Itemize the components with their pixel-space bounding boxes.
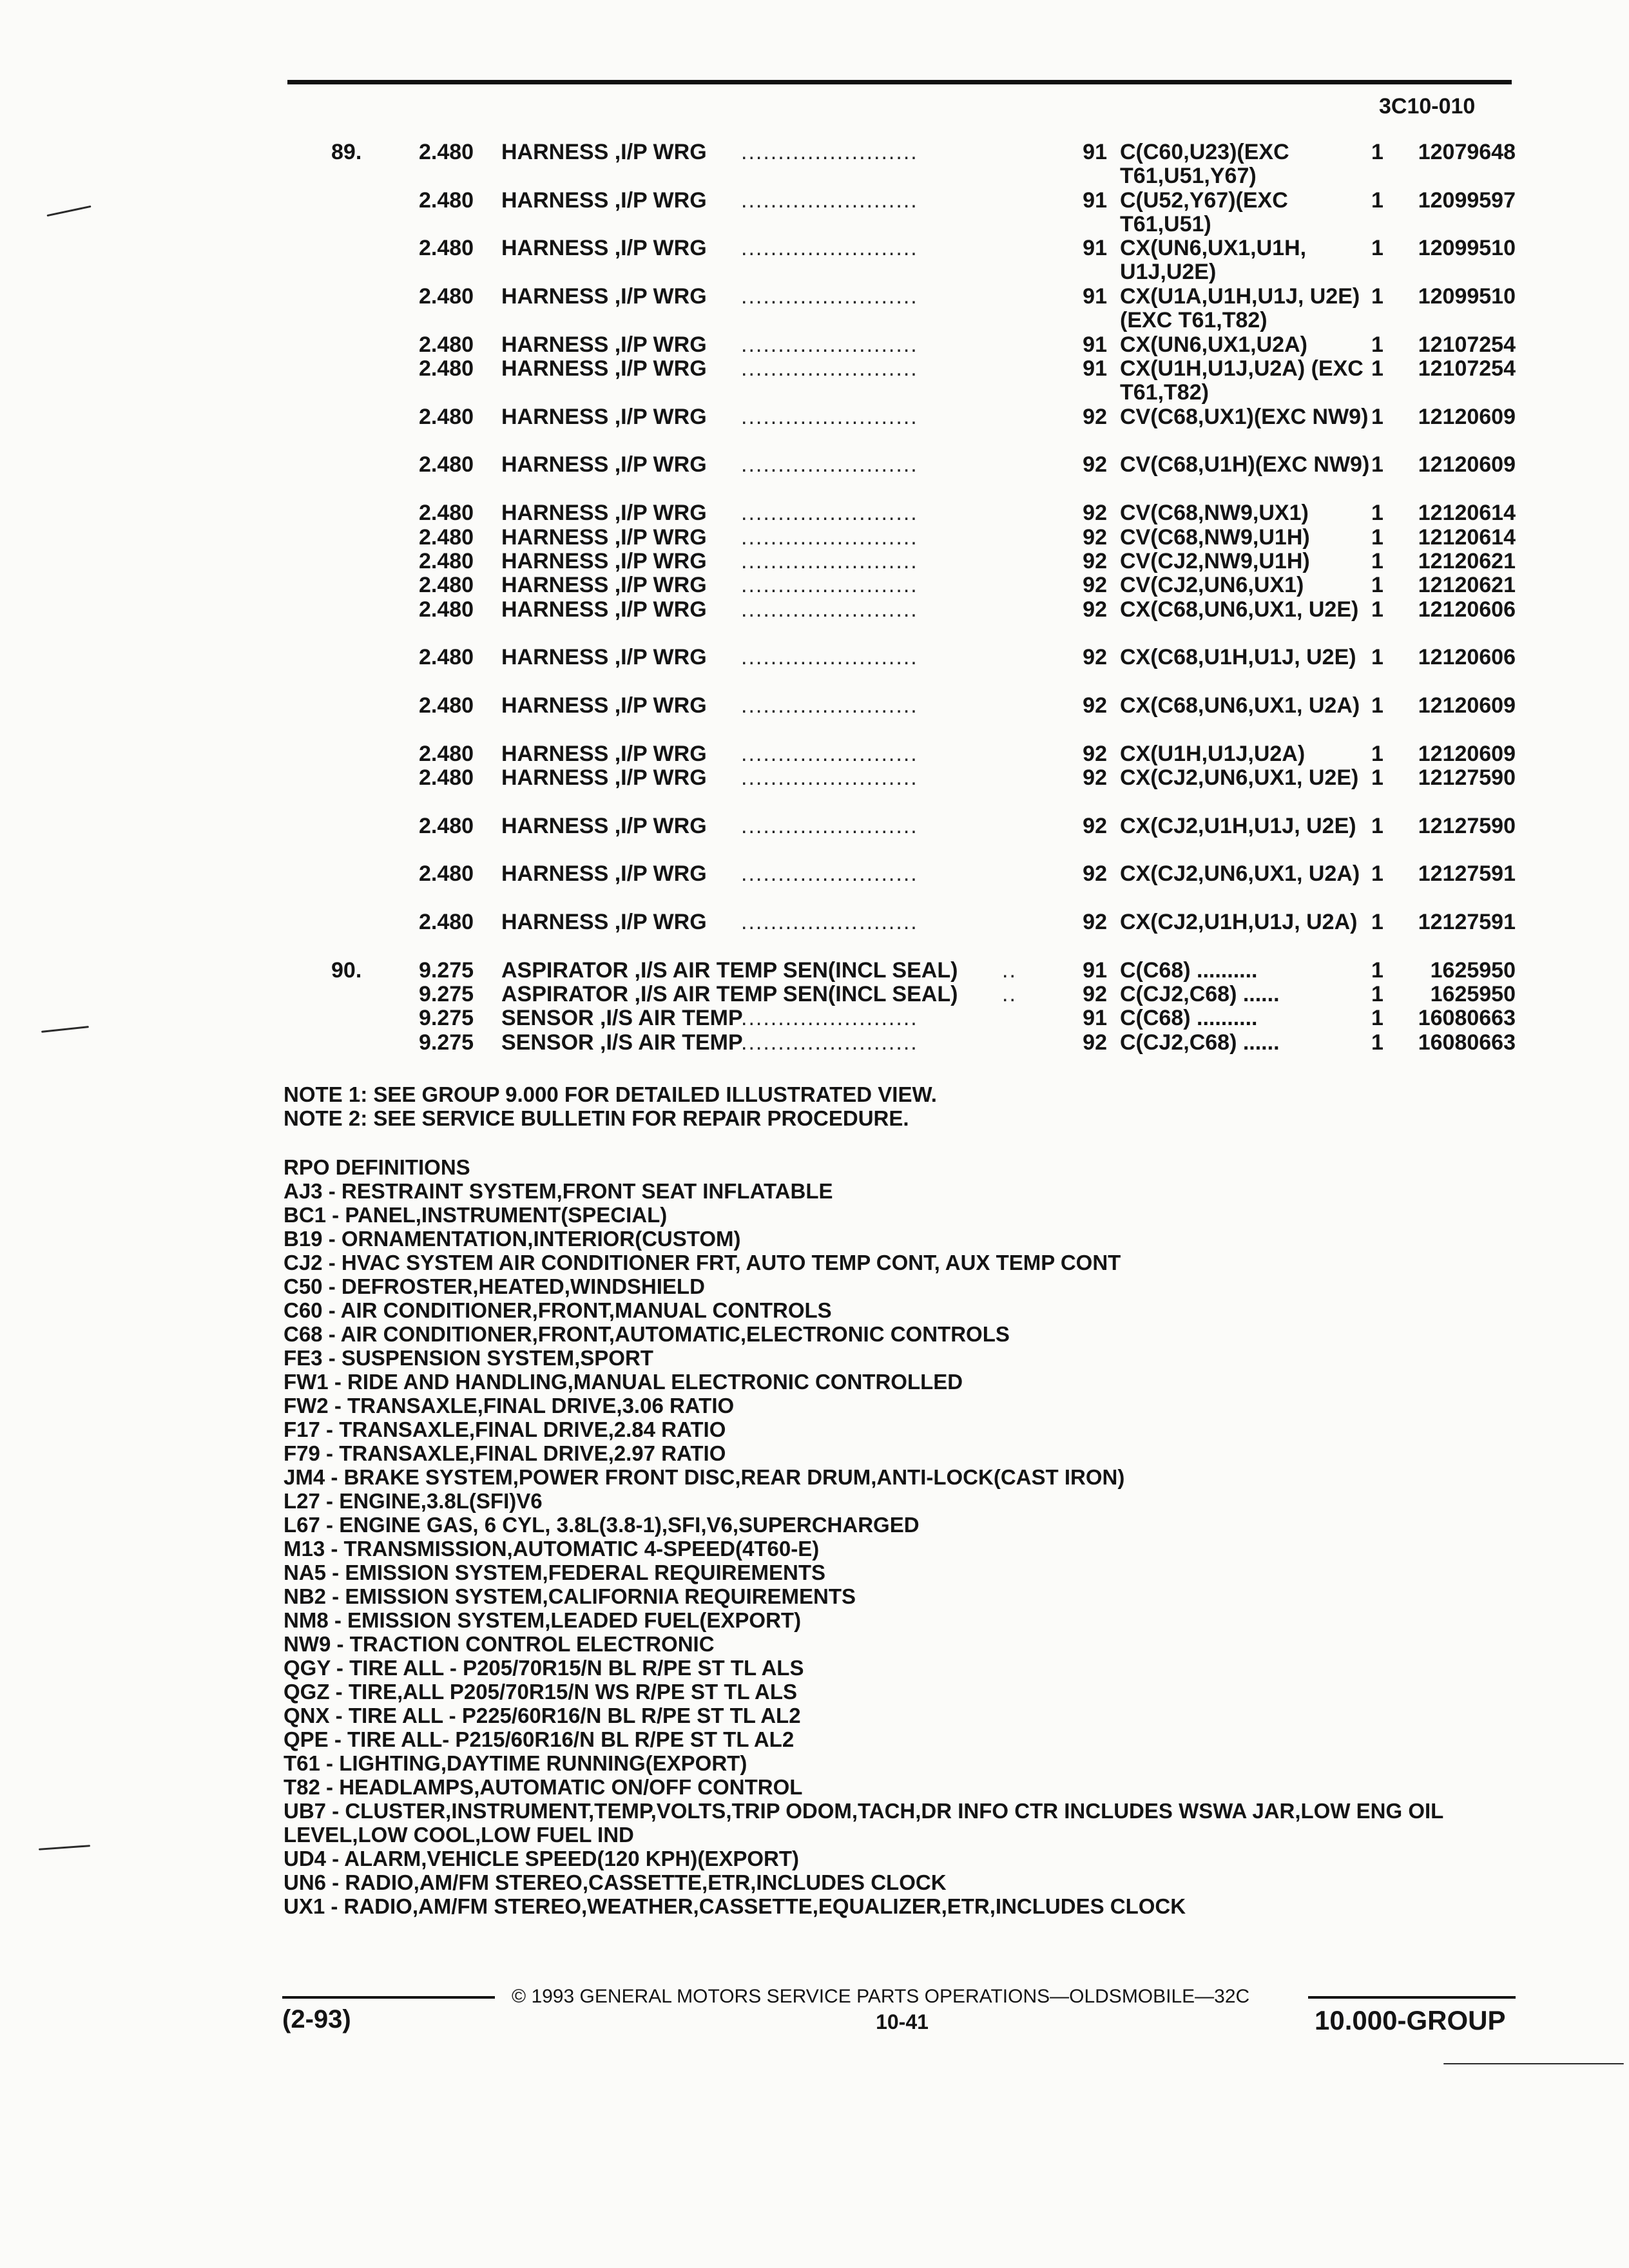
group-number: 9.275 — [419, 1006, 474, 1031]
usage-code: C(C68) .......... — [1120, 1006, 1258, 1031]
rpo-definition: L27 - ENGINE,3.8L(SFI)V6 — [284, 1489, 543, 1513]
quantity: 1 — [1371, 1006, 1383, 1031]
leader-dots: ........................ — [741, 910, 918, 934]
part-description: HARNESS ,I/P WRG — [501, 284, 707, 309]
group-number: 2.480 — [419, 356, 474, 381]
group-number: 2.480 — [419, 332, 474, 357]
model-year: 92 — [1083, 910, 1107, 934]
model-year: 92 — [1083, 741, 1107, 766]
rpo-definition: C50 - DEFROSTER,HEATED,WINDSHIELD — [284, 1274, 705, 1298]
part-description: HARNESS ,I/P WRG — [501, 452, 707, 477]
table-row — [0, 983, 1629, 1006]
rpo-definition: NA5 - EMISSION SYSTEM,FEDERAL REQUIREMENTS — [284, 1561, 825, 1584]
group-number: 9.275 — [419, 957, 474, 983]
rpo-definition: QPE - TIRE ALL- P215/60R16/N BL R/PE ST TL AL2 — [284, 1727, 795, 1751]
usage-code: CX(U1H,U1J,U2A) (EXC T61,T82) — [1120, 356, 1364, 405]
leader-dots: ........................ — [741, 187, 918, 213]
leader-dots: ........................ — [741, 813, 918, 838]
group-number: 2.480 — [419, 910, 474, 934]
rpo-definition: NW9 - TRACTION CONTROL ELECTRONIC — [284, 1632, 715, 1656]
quantity: 1 — [1371, 1030, 1383, 1055]
note: NOTE 2: SEE SERVICE BULLETIN FOR REPAIR PROCEDURE. — [284, 1106, 909, 1130]
notes — [284, 1082, 937, 1130]
part-description: HARNESS ,I/P WRG — [501, 765, 707, 790]
quantity: 1 — [1371, 140, 1383, 164]
table-row — [0, 550, 1629, 573]
table-row — [0, 814, 1629, 863]
model-year: 92 — [1083, 693, 1107, 718]
usage-code: C(CJ2,C68) ...... — [1120, 1030, 1280, 1055]
leader-dots: ........................ — [741, 284, 918, 309]
model-year: 91 — [1083, 284, 1107, 309]
rpo-definition: UB7 - CLUSTER,INSTRUMENT,TEMP,VOLTS,TRIP ODOM,TACH,DR INFO CTR INCLUDES WSWA JAR,LOW ENG OIL LEVEL,LOW COOL,LOW FUEL IND — [284, 1799, 1443, 1847]
leader-dots: ........................ — [741, 741, 918, 766]
group-number: 2.480 — [419, 140, 474, 164]
quantity: 1 — [1371, 741, 1383, 766]
table-row — [0, 333, 1629, 357]
part-number: 12120609 — [1418, 452, 1516, 477]
group-number: 2.480 — [419, 187, 474, 213]
rpo-definition: C60 - AIR CONDITIONER,FRONT,MANUAL CONTROLS — [284, 1298, 832, 1322]
usage-code: CX(C68,UN6,UX1, U2E) — [1120, 597, 1359, 622]
table-row — [0, 140, 1629, 189]
usage-code: CV(CJ2,UN6,UX1) — [1120, 573, 1304, 598]
model-year: 92 — [1083, 765, 1107, 790]
part-description: SENSOR ,I/S AIR TEMP — [501, 1030, 743, 1055]
leader-dots: ........................ — [741, 356, 918, 381]
model-year: 92 — [1083, 597, 1107, 622]
quantity: 1 — [1371, 187, 1383, 213]
part-description: HARNESS ,I/P WRG — [501, 524, 707, 550]
usage-code: CX(CJ2,U1H,U1J, U2E) — [1120, 813, 1356, 838]
rpo-definition: QGY - TIRE ALL - P205/70R15/N BL R/PE ST TL ALS — [284, 1656, 804, 1680]
part-description: ASPIRATOR ,I/S AIR TEMP SEN(INCL SEAL) — [501, 957, 958, 983]
group-number: 2.480 — [419, 501, 474, 526]
rpo-definition: FE3 - SUSPENSION SYSTEM,SPORT — [284, 1346, 653, 1370]
rpo-definition: UX1 - RADIO,AM/FM STEREO,WEATHER,CASSETTE,EQUALIZER,ETR,INCLUDES CLOCK — [284, 1894, 1186, 1918]
note: NOTE 1: SEE GROUP 9.000 FOR DETAILED ILLUSTRATED VIEW. — [284, 1082, 937, 1106]
group-number: 2.480 — [419, 645, 474, 670]
model-year: 92 — [1083, 452, 1107, 477]
quantity: 1 — [1371, 524, 1383, 550]
part-number: 1625950 — [1430, 957, 1516, 983]
leader-dots: ........................ — [741, 693, 918, 718]
rpo-title: RPO DEFINITIONS — [284, 1155, 470, 1179]
quantity: 1 — [1371, 404, 1383, 429]
model-year: 92 — [1083, 501, 1107, 526]
usage-code: CV(C68,UX1)(EXC NW9) — [1120, 404, 1369, 429]
quantity: 1 — [1371, 693, 1383, 718]
page-code: 3C10-010 — [1379, 94, 1476, 119]
part-description: HARNESS ,I/P WRG — [501, 910, 707, 934]
table-row — [0, 501, 1629, 525]
part-number: 16080663 — [1418, 1006, 1516, 1031]
part-number: 12120606 — [1418, 597, 1516, 622]
quantity: 1 — [1371, 501, 1383, 526]
rpo-definition: NB2 - EMISSION SYSTEM,CALIFORNIA REQUIREMENTS — [284, 1584, 856, 1608]
group-number: 2.480 — [419, 236, 474, 261]
rpo-definition: C68 - AIR CONDITIONER,FRONT,AUTOMATIC,ELECTRONIC CONTROLS — [284, 1322, 1010, 1346]
rpo-definition: T61 - LIGHTING,DAYTIME RUNNING(EXPORT) — [284, 1751, 747, 1775]
leader-dots: ........................ — [741, 1006, 918, 1031]
table-row — [0, 862, 1629, 910]
part-number: 12127591 — [1418, 910, 1516, 934]
part-description: HARNESS ,I/P WRG — [501, 501, 707, 526]
table-row — [0, 236, 1629, 285]
part-description: HARNESS ,I/P WRG — [501, 573, 707, 598]
model-year: 92 — [1083, 861, 1107, 887]
scan-mark — [39, 1845, 90, 1850]
table-row — [0, 453, 1629, 501]
rpo-definition: T82 - HEADLAMPS,AUTOMATIC ON/OFF CONTROL — [284, 1775, 803, 1799]
rpo-definition: F17 - TRANSAXLE,FINAL DRIVE,2.84 RATIO — [284, 1418, 726, 1441]
table-row — [0, 285, 1629, 333]
part-description: HARNESS ,I/P WRG — [501, 332, 707, 357]
part-number: 12120614 — [1418, 524, 1516, 550]
group-number: 2.480 — [419, 284, 474, 309]
group-number: 9.275 — [419, 1030, 474, 1055]
part-description: SENSOR ,I/S AIR TEMP — [501, 1006, 743, 1031]
part-description: HARNESS ,I/P WRG — [501, 597, 707, 622]
table-row — [0, 959, 1629, 983]
group-number: 2.480 — [419, 813, 474, 838]
item-number: 90. — [331, 957, 362, 983]
leader-dots: ........................ — [741, 597, 918, 622]
part-number: 12127590 — [1418, 765, 1516, 790]
usage-code: CV(CJ2,NW9,U1H) — [1120, 548, 1310, 573]
quantity: 1 — [1371, 236, 1383, 261]
usage-code: CX(CJ2,U1H,U1J, U2A) — [1120, 910, 1358, 934]
part-description: HARNESS ,I/P WRG — [501, 404, 707, 429]
part-number: 12079648 — [1418, 140, 1516, 164]
usage-code: CX(C68,U1H,U1J, U2E) — [1120, 645, 1356, 670]
leader-dots: .. — [1002, 957, 1017, 983]
rpo-definition: JM4 - BRAKE SYSTEM,POWER FRONT DISC,REAR DRUM,ANTI-LOCK(CAST IRON) — [284, 1465, 1125, 1489]
usage-code: CX(U1A,U1H,U1J, U2E)(EXC T61,T82) — [1120, 284, 1360, 333]
part-description: HARNESS ,I/P WRG — [501, 693, 707, 718]
part-number: 12120614 — [1418, 501, 1516, 526]
usage-code: C(U52,Y67)(EXC T61,U51) — [1120, 187, 1288, 236]
leader-dots: ........................ — [741, 645, 918, 670]
group-number: 2.480 — [419, 573, 474, 598]
model-year: 91 — [1083, 187, 1107, 213]
usage-code: CV(C68,U1H)(EXC NW9) — [1120, 452, 1370, 477]
part-number: 12120606 — [1418, 645, 1516, 670]
table-row — [0, 766, 1629, 814]
table-row — [0, 573, 1629, 597]
leader-dots: ........................ — [741, 1030, 918, 1055]
leader-dots: ........................ — [741, 501, 918, 526]
footer-date: (2-93) — [282, 2005, 351, 2033]
quantity: 1 — [1371, 573, 1383, 598]
table-row — [0, 1006, 1629, 1030]
scan-mark — [1443, 2063, 1624, 2064]
group-number: 2.480 — [419, 741, 474, 766]
table-row — [0, 694, 1629, 742]
leader-dots: ........................ — [741, 861, 918, 887]
header-rule — [287, 80, 1512, 84]
part-description: HARNESS ,I/P WRG — [501, 187, 707, 213]
leader-dots: ........................ — [741, 236, 918, 261]
leader-dots: ........................ — [741, 332, 918, 357]
model-year: 92 — [1083, 645, 1107, 670]
part-number: 12099510 — [1418, 284, 1516, 309]
leader-dots: ........................ — [741, 404, 918, 429]
quantity: 1 — [1371, 861, 1383, 887]
rpo-definition: UD4 - ALARM,VEHICLE SPEED(120 KPH)(EXPORT) — [284, 1847, 800, 1870]
part-number: 12120621 — [1418, 573, 1516, 598]
part-number: 12127591 — [1418, 861, 1516, 887]
usage-code: CV(C68,NW9,UX1) — [1120, 501, 1309, 526]
model-year: 91 — [1083, 236, 1107, 261]
rpo-definition: F79 - TRANSAXLE,FINAL DRIVE,2.97 RATIO — [284, 1441, 726, 1465]
quantity: 1 — [1371, 645, 1383, 670]
model-year: 91 — [1083, 1006, 1107, 1031]
part-description: HARNESS ,I/P WRG — [501, 813, 707, 838]
part-number: 12099597 — [1418, 187, 1516, 213]
group-number: 2.480 — [419, 597, 474, 622]
group-number: 2.480 — [419, 765, 474, 790]
quantity: 1 — [1371, 597, 1383, 622]
table-row — [0, 189, 1629, 237]
leader-dots: ........................ — [741, 140, 918, 164]
part-number: 12127590 — [1418, 813, 1516, 838]
leader-dots: ........................ — [741, 524, 918, 550]
model-year: 92 — [1083, 573, 1107, 598]
table-row — [0, 910, 1629, 959]
group-number: 2.480 — [419, 524, 474, 550]
quantity: 1 — [1371, 356, 1383, 381]
group-number: 2.480 — [419, 404, 474, 429]
part-description: HARNESS ,I/P WRG — [501, 356, 707, 381]
part-description: HARNESS ,I/P WRG — [501, 861, 707, 887]
part-description: HARNESS ,I/P WRG — [501, 548, 707, 573]
table-row — [0, 357, 1629, 405]
part-number: 12107254 — [1418, 332, 1516, 357]
rpo-definition: QGZ - TIRE,ALL P205/70R15/N WS R/PE ST TL ALS — [284, 1680, 798, 1704]
part-number: 12120621 — [1418, 548, 1516, 573]
leader-dots: ........................ — [741, 548, 918, 573]
rpo-definition: BC1 - PANEL,INSTRUMENT(SPECIAL) — [284, 1203, 668, 1227]
group-number: 2.480 — [419, 548, 474, 573]
leader-dots: ........................ — [741, 573, 918, 598]
part-number: 1625950 — [1430, 982, 1516, 1007]
rpo-definition: CJ2 - HVAC SYSTEM AIR CONDITIONER FRT, AUTO TEMP CONT, AUX TEMP CONT — [284, 1251, 1121, 1274]
usage-code: C(C60,U23)(EXC T61,U51,Y67) — [1120, 140, 1289, 188]
quantity: 1 — [1371, 452, 1383, 477]
part-description: HARNESS ,I/P WRG — [501, 236, 707, 261]
leader-dots: .. — [1002, 982, 1017, 1007]
model-year: 91 — [1083, 356, 1107, 381]
part-description: ASPIRATOR ,I/S AIR TEMP SEN(INCL SEAL) — [501, 982, 958, 1007]
quantity: 1 — [1371, 765, 1383, 790]
rpo-definitions — [284, 1179, 1521, 1918]
part-description: HARNESS ,I/P WRG — [501, 645, 707, 670]
footer-group: 10.000-GROUP — [1315, 2005, 1506, 2035]
quantity: 1 — [1371, 548, 1383, 573]
usage-code: C(CJ2,C68) ...... — [1120, 982, 1280, 1007]
quantity: 1 — [1371, 813, 1383, 838]
usage-code: CV(C68,NW9,U1H) — [1120, 524, 1310, 550]
usage-code: C(C68) .......... — [1120, 957, 1258, 983]
group-number: 2.480 — [419, 861, 474, 887]
quantity: 1 — [1371, 332, 1383, 357]
usage-code: CX(C68,UN6,UX1, U2A) — [1120, 693, 1360, 718]
leader-dots: ........................ — [741, 765, 918, 790]
model-year: 91 — [1083, 140, 1107, 164]
model-year: 92 — [1083, 548, 1107, 573]
group-number: 2.480 — [419, 693, 474, 718]
part-description: HARNESS ,I/P WRG — [501, 140, 707, 164]
rpo-definition: M13 - TRANSMISSION,AUTOMATIC 4-SPEED(4T60-E) — [284, 1537, 820, 1561]
parts-list — [0, 140, 1629, 1055]
leader-dots: ........................ — [741, 452, 918, 477]
model-year: 91 — [1083, 332, 1107, 357]
quantity: 1 — [1371, 957, 1383, 983]
footer-rule-left — [282, 1996, 495, 1999]
table-row — [0, 598, 1629, 646]
group-number: 9.275 — [419, 982, 474, 1007]
model-year: 92 — [1083, 524, 1107, 550]
rpo-definition: QNX - TIRE ALL - P225/60R16/N BL R/PE ST TL AL2 — [284, 1704, 801, 1727]
part-number: 12107254 — [1418, 356, 1516, 381]
quantity: 1 — [1371, 910, 1383, 934]
part-number: 16080663 — [1418, 1030, 1516, 1055]
quantity: 1 — [1371, 284, 1383, 309]
usage-code: CX(CJ2,UN6,UX1, U2E) — [1120, 765, 1359, 790]
group-number: 2.480 — [419, 452, 474, 477]
table-row — [0, 405, 1629, 454]
item-number: 89. — [331, 140, 362, 164]
part-description: HARNESS ,I/P WRG — [501, 741, 707, 766]
rpo-definition: FW1 - RIDE AND HANDLING,MANUAL ELECTRONIC CONTROLLED — [284, 1370, 963, 1394]
usage-code: CX(UN6,UX1,U1H, U1J,U2E) — [1120, 236, 1307, 285]
model-year: 92 — [1083, 404, 1107, 429]
rpo-definition: FW2 - TRANSAXLE,FINAL DRIVE,3.06 RATIO — [284, 1394, 735, 1418]
rpo-definition: NM8 - EMISSION SYSTEM,LEADED FUEL(EXPORT) — [284, 1608, 802, 1632]
part-number: 12120609 — [1418, 404, 1516, 429]
rpo-definition: B19 - ORNAMENTATION,INTERIOR(CUSTOM) — [284, 1227, 741, 1251]
usage-code: CX(U1H,U1J,U2A) — [1120, 741, 1306, 766]
model-year: 91 — [1083, 957, 1107, 983]
table-row — [0, 1031, 1629, 1055]
rpo-definition: UN6 - RADIO,AM/FM STEREO,CASSETTE,ETR,INCLUDES CLOCK — [284, 1870, 947, 1894]
model-year: 92 — [1083, 982, 1107, 1007]
rpo-definition: AJ3 - RESTRAINT SYSTEM,FRONT SEAT INFLATABLE — [284, 1179, 833, 1203]
footer-rule-right — [1308, 1996, 1516, 1999]
part-number: 12120609 — [1418, 693, 1516, 718]
part-number: 12099510 — [1418, 236, 1516, 261]
table-row — [0, 646, 1629, 694]
copyright: © 1993 GENERAL MOTORS SERVICE PARTS OPERATIONS—OLDSMOBILE—32C — [512, 1986, 1250, 2007]
model-year: 92 — [1083, 1030, 1107, 1055]
part-number: 12120609 — [1418, 741, 1516, 766]
table-row — [0, 742, 1629, 766]
page-number: 10-41 — [876, 2010, 929, 2033]
quantity: 1 — [1371, 982, 1383, 1007]
usage-code: CX(UN6,UX1,U2A) — [1120, 332, 1307, 357]
usage-code: CX(CJ2,UN6,UX1, U2A) — [1120, 861, 1360, 887]
rpo-definition: L67 - ENGINE GAS, 6 CYL, 3.8L(3.8-1),SFI,V6,SUPERCHARGED — [284, 1513, 920, 1537]
model-year: 92 — [1083, 813, 1107, 838]
table-row — [0, 526, 1629, 550]
